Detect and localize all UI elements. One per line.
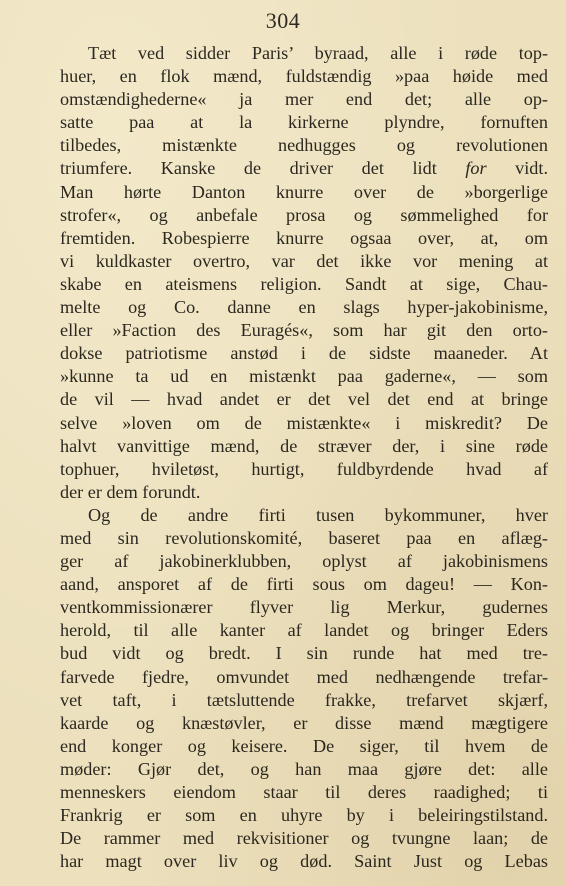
text-line: de vil — hvad andet er det vel det end at bringe <box>60 389 548 410</box>
text-line: selve »loven om de mistænkte« i miskredit? De <box>60 412 548 433</box>
text-line: end konger og keisere. De siger, til hvem de <box>60 735 548 756</box>
text-line: der er dem forundt. <box>60 481 201 502</box>
text-line: tophuer, hviletøst, hurtigt, fuldbyrdende hvad af <box>60 458 548 479</box>
text-line: vet taft, i tætsluttende frakke, trefarvet skjærf, <box>60 689 548 710</box>
text-line: huer, en flok mænd, fuldstændig »paa høide med <box>60 66 548 87</box>
body-text <box>60 42 548 873</box>
text-line: tilbedes, mistænkte nedhugges og revolutionen <box>60 135 548 156</box>
text-line: skabe en ateismens religion. Sandt at sige, Chau- <box>60 273 548 294</box>
text-line: har magt over liv og død. Saint Just og Lebas <box>60 851 548 872</box>
text-line: ventkommissionærer flyver lig Merkur, gudernes <box>60 597 548 618</box>
text-line: herold, til alle kanter af landet og bringer Eders <box>60 620 548 641</box>
text-line: dokse patriotisme anstød i de sidste maaneder. At <box>60 343 548 364</box>
text-line: vi kuldkaster overtro, var det ikke vor mening at <box>60 250 548 271</box>
text-line: med sin revolutionskomité, baseret paa en aflæg- <box>60 527 548 548</box>
text-line: fremtiden. Robespierre knurre ogsaa over, at, om <box>60 227 548 248</box>
text-line: ger af jakobinerklubben, oplyst af jakobinismens <box>60 551 548 572</box>
text-line: Tæt ved sidder Paris’ byraad, alle i røde top- <box>88 43 548 63</box>
text-line: Frankrig er som en uhyre by i beleiringstilstand. <box>60 805 548 826</box>
text-line: strofer«, og anbefale prosa og sømmelighed for <box>60 204 548 225</box>
text-line: bud vidt og bredt. I sin runde hat med tre- <box>60 643 548 664</box>
text-line: melte og Co. danne en slags hyper-jakobinisme, <box>60 297 548 318</box>
text-line: »kunne ta ud en mistænkt paa gaderne«, — som <box>60 366 548 387</box>
text-line: omstændighederne« ja mer end det; alle op- <box>60 89 548 110</box>
text-line: Man hørte Danton knurre over de »borgerlige <box>60 181 548 202</box>
text-line: aand, ansporet af de firti sous om dageu! — Kon- <box>60 574 548 595</box>
text-line: eller »Faction des Euragés«, som har git den orto- <box>60 320 548 341</box>
text-line: halvt vanvittige mænd, de stræver der, i sine røde <box>60 435 548 456</box>
text-line: kaarde og knæstøvler, er disse mænd mægtigere <box>60 712 548 733</box>
text-line: triumfere. Kanske de driver det lidt for vidt. <box>60 158 548 179</box>
page-number: 304 <box>265 8 301 33</box>
text-line: farvede fjedre, omvundet med nedhængende trefar- <box>60 666 548 687</box>
text-line: menneskers eiendom staar til deres raadighed; ti <box>60 782 548 802</box>
text-line: Og de andre firti tusen bykommuner, hver <box>88 504 548 525</box>
text-line: møder: Gjør det, og han maa gjøre det: alle <box>60 758 548 779</box>
text-line: De rammer med rekvisitioner og tvungne laan; de <box>60 828 548 849</box>
text-line: satte paa at la kirkerne plyndre, fornuften <box>60 112 548 133</box>
